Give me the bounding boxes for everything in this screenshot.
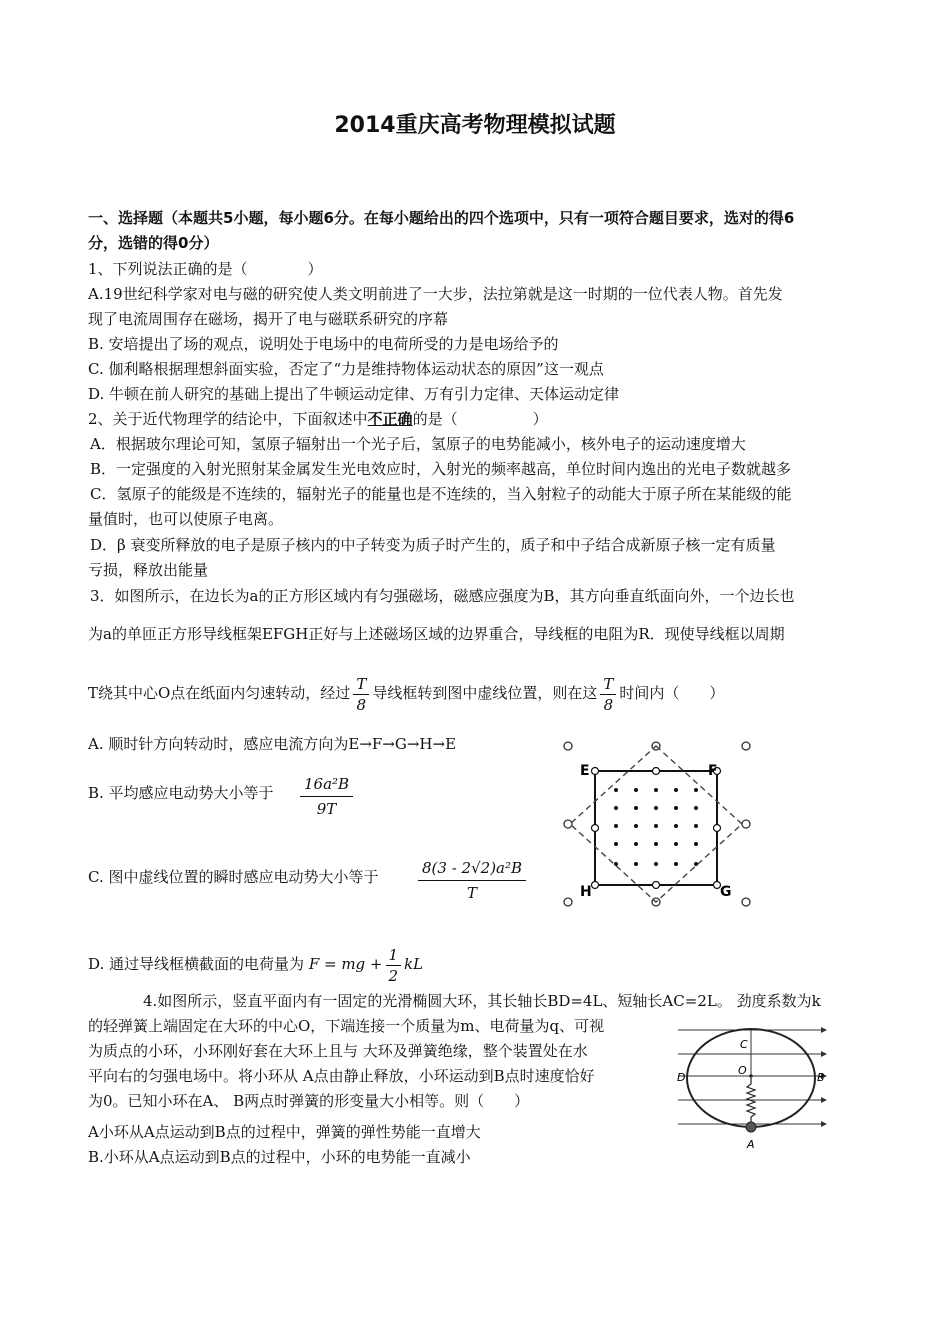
fraction-one-half: $\frac{1}{2}$ xyxy=(386,945,402,986)
q4-option-a: A小环从A点运动到B点的过程中，弹簧的弹性势能一直增大 xyxy=(88,1123,481,1141)
q3-stem-line3: T绕其中心O点在纸面内匀速转动，经过 $\frac{T}{8}$ 导线框转到图中虚线位置，则在这 $\frac{T}{8}$ 时间内（ ） xyxy=(88,674,725,714)
q2-option-d-line1: D．β 衰变所释放的电子是原子核内的中子转变为质子时产生的，质子和中子结合成新原子核一定有质量 xyxy=(90,536,776,554)
q2-option-a: A．根据玻尔理论可知，氢原子辐射出一个光子后，氢原子的电势能减小，核外电子的运动速度增大 xyxy=(90,435,746,453)
q3-stem-line1: 3．如图所示，在边长为a的正方形区域内有匀强磁场，磁感应强度为B，其方向垂直纸面向外，一个边长也 xyxy=(90,587,795,605)
q2-option-b: B．一定强度的入射光照射某金属发生光电效应时，入射光的频率越高，单位时间内逸出的光电子数就越多 xyxy=(90,460,792,478)
section-header-line1: 一、选择题（本题共5小题，每小题6分。在每小题给出的四个选项中，只有一项符合题目要求，选对的得6 xyxy=(88,209,795,227)
square-frame-figure xyxy=(558,738,758,908)
q1-option-a-line2: 现了电流周围存在磁场，揭开了电与磁联系研究的序幕 xyxy=(88,310,449,328)
q4-option-b: B.小环从A点运动到B点的过程中，小环的电势能一直减小 xyxy=(88,1148,471,1166)
label-g: G xyxy=(720,884,732,900)
q4-stem-line3: 为质点的小环，小环刚好套在大环上且与 大环及弹簧绝缘，整个装置处在水 xyxy=(88,1042,588,1060)
label-h: H xyxy=(580,884,592,900)
q2-option-c-line2: 量值时，也可以使原子电离。 xyxy=(88,510,284,528)
label-f: F xyxy=(708,763,718,779)
label-a: A xyxy=(747,1138,755,1151)
q1-stem: 1、下列说法正确的是（ ） xyxy=(88,260,323,278)
label-b: B xyxy=(817,1071,825,1084)
q1-option-c: C. 伽利略根据理想斜面实验，否定了“力是维持物体运动状态的原因”这一观点 xyxy=(88,360,604,378)
page-title: 2014重庆高考物理模拟试题 xyxy=(334,113,616,138)
q1-option-b: B. 安培提出了场的观点，说明处于电场中的电荷所受的力是电场给予的 xyxy=(88,335,559,353)
q2-option-c-line1: C．氢原子的能级是不连续的，辐射光子的能量也是不连续的，当入射粒子的动能大于原子所在某能级的能 xyxy=(90,485,792,503)
q4-stem-line1: 4.如图所示，竖直平面内有一固定的光滑椭圆大环，其长轴长BD=4L、短轴长AC=2L。 劲度系数为k xyxy=(143,992,821,1010)
q2-stem: 2、关于近代物理学的结论中，下面叙述中不正确的是（ ） xyxy=(88,410,548,428)
q4-stem-line4: 平向右的匀强电场中。将小环从 A点由静止释放，小环运动到B点时速度恰好 xyxy=(88,1067,595,1085)
q4-stem-line5: 为0。已知小环在A、 B两点时弹簧的形变量大小相等。则（ ） xyxy=(88,1092,530,1110)
label-e: E xyxy=(580,763,590,779)
label-d: D xyxy=(677,1071,686,1084)
fraction-t-over-8: $\frac{T}{8}$ xyxy=(600,674,616,715)
fraction-t-over-8: $\frac{T}{8}$ xyxy=(353,674,369,715)
q3-option-a: A. 顺时针方向转动时，感应电流方向为E→F→G→H→E xyxy=(88,735,457,753)
q3-option-b-formula: 16a²B 9T xyxy=(300,772,353,821)
q3-option-c-formula: 8(3 - 2√2)a²B T xyxy=(418,856,526,905)
section-header-line2: 分，选错的得0分） xyxy=(88,234,219,252)
q1-option-d: D. 牛顿在前人研究的基础上提出了牛顿运动定律、万有引力定律、天体运动定律 xyxy=(88,385,620,403)
q1-option-a-line1: A.19世纪科学家对电与磁的研究使人类文明前进了一大步，法拉第就是这一时期的一位代表人物。首先发 xyxy=(88,285,783,303)
q3-option-d: D. 通过导线框横截面的电荷量为 F = mg + $\frac{1}{2}$ kL xyxy=(88,945,424,985)
q3-stem-line2: 为a的单匝正方形导线框架EFGH正好与上述磁场区域的边界重合，导线框的电阻为R．现使导线框以周期 xyxy=(88,625,785,643)
q2-emphasis: 不正确 xyxy=(367,410,413,428)
q3-option-b: B. 平均感应电动势大小等于 xyxy=(88,784,274,802)
label-o: O xyxy=(738,1064,747,1077)
ellipse-ring-figure xyxy=(676,1018,836,1158)
q3-option-c: C. 图中虚线位置的瞬时感应电动势大小等于 xyxy=(88,868,379,886)
q2-option-d-line2: 亏损，释放出能量 xyxy=(88,561,209,579)
label-c: C xyxy=(740,1038,748,1051)
q4-stem-line2: 的轻弹簧上端固定在大环的中心O，下端连接一个质量为m、电荷量为q、可视 xyxy=(88,1017,605,1035)
